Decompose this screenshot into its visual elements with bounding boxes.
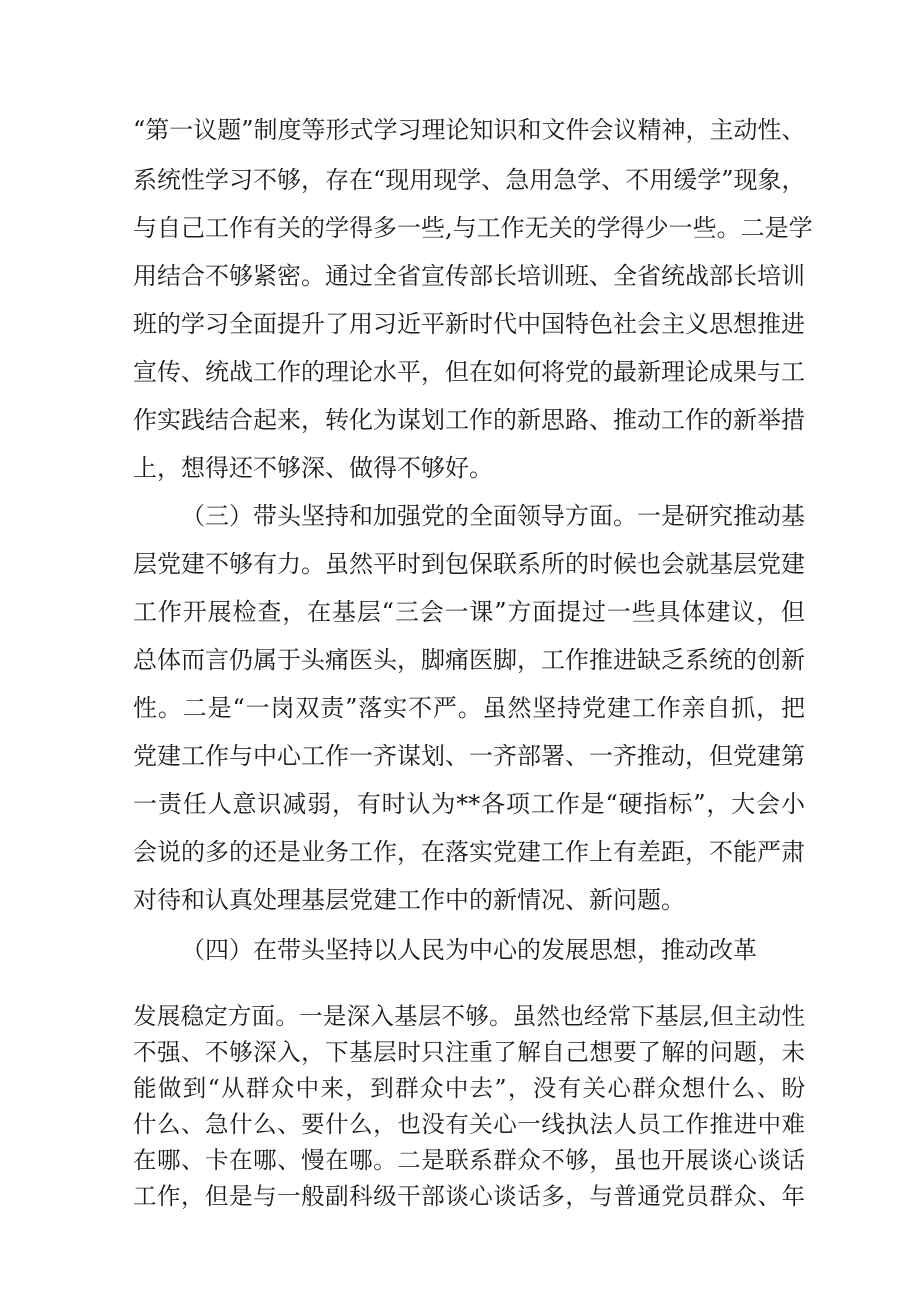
text-line: 什么、急什么、要什么，也没有关心一线执法人员工作推进中难	[133, 1110, 805, 1138]
text-line: 发展稳定方面。一是深入基层不够。虽然也经常下基层,但主动性	[133, 1002, 805, 1030]
text-line: 班的学习全面提升了用习近平新时代中国特色社会主义思想推进	[133, 310, 805, 338]
text-line: 对待和认真处理基层党建工作中的新情况、新问题。	[133, 886, 685, 914]
text-line: 工作，但是与一般副科级干部谈心谈话多，与普通党员群众、年	[133, 1182, 805, 1210]
text-line: 工作开展检查，在基层“三会一课”方面提过一些具体建议，但	[133, 598, 805, 626]
text-line: 不强、不够深入，下基层时只注重了解自己想要了解的问题，未	[133, 1038, 805, 1066]
text-line: 在哪、卡在哪、慢在哪。二是联系群众不够，虽也开展谈心谈话	[133, 1146, 805, 1174]
text-line: 总体而言仍属于头痛医头，脚痛医脚，工作推进缺乏系统的创新	[133, 646, 805, 674]
text-line: “第一议题”制度等形式学习理论知识和文件会议精神，主动性、	[133, 116, 806, 144]
text-line: 一责任人意识减弱，有时认为**各项工作是“硬指标”，大会小	[133, 790, 805, 818]
text-line: 作实践结合起来，转化为谋划工作的新思路、推动工作的新举措	[133, 406, 805, 434]
text-line: 上，想得还不够深、做得不够好。	[133, 454, 493, 482]
text-line: 与自己工作有关的学得多一些,与工作无关的学得少一些。二是学	[133, 214, 813, 242]
text-line: 党建工作与中心工作一齐谋划、一齐部署、一齐推动，但党建第	[133, 742, 805, 770]
text-line: （三）带头坚持和加强党的全面领导方面。一是研究推动基	[181, 502, 805, 530]
text-line: 性。二是“一岗双责”落实不严。虽然坚持党建工作亲自抓，把	[133, 694, 805, 722]
text-line: 宣传、统战工作的理论水平，但在如何将党的最新理论成果与工	[133, 358, 805, 386]
text-line: （四）在带头坚持以人民为中心的发展思想，推动改革	[181, 936, 757, 964]
text-line: 能做到“从群众中来，到群众中去”，没有关心群众想什么、盼	[133, 1074, 805, 1102]
text-line: 系统性学习不够，存在“现用现学、急用急学、不用缓学”现象，	[133, 166, 806, 194]
text-line: 会说的多的还是业务工作，在落实党建工作上有差距，不能严肃	[133, 838, 805, 866]
text-line: 用结合不够紧密。通过全省宣传部长培训班、全省统战部长培训	[133, 262, 805, 290]
text-line: 层党建不够有力。虽然平时到包保联系所的时候也会就基层党建	[133, 550, 805, 578]
